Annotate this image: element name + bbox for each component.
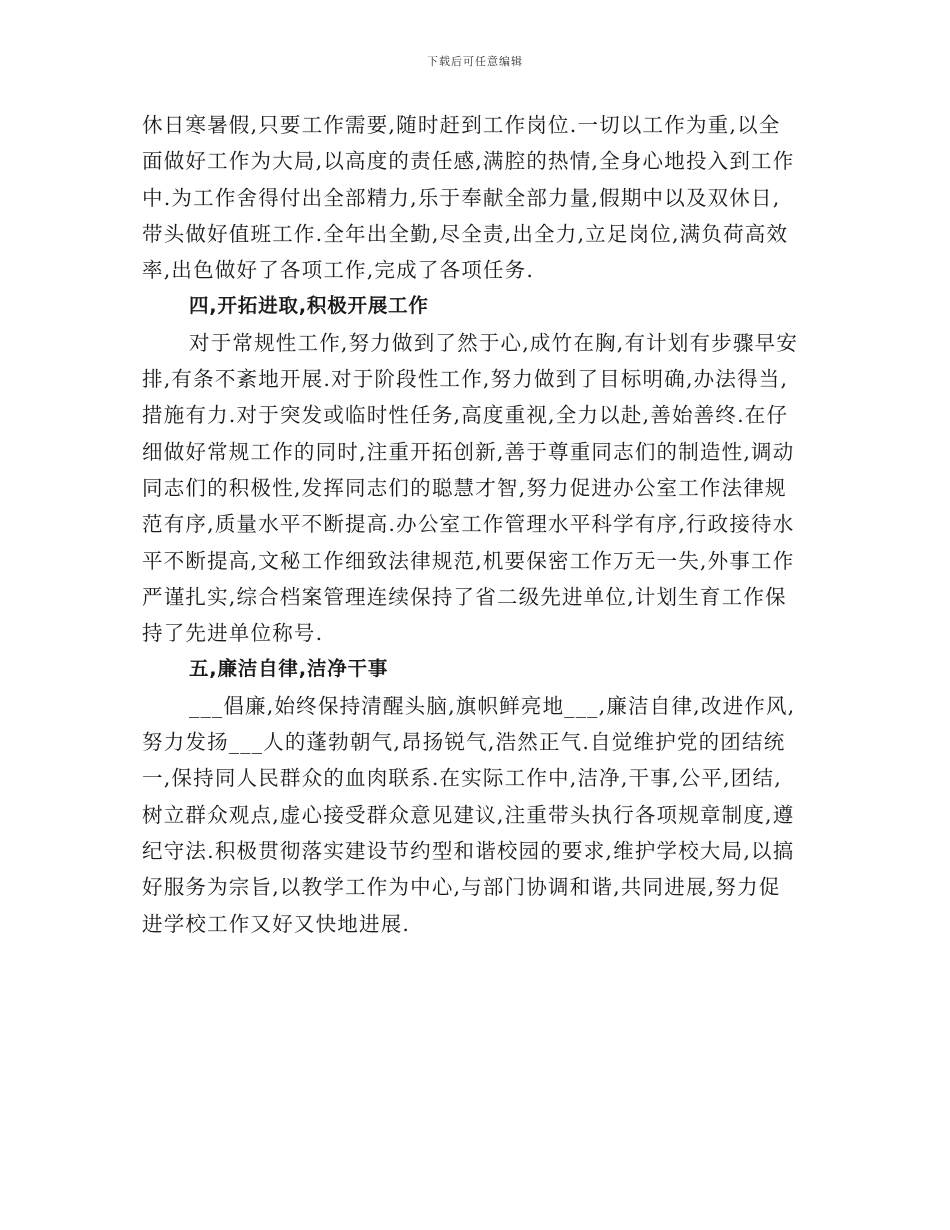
section-heading-4: 四,开拓进取,积极开展工作: [189, 294, 429, 318]
paragraph-line: 对于常规性工作,努力做到了然于心,成竹在胸,有计划有步骤早安: [189, 330, 799, 355]
paragraph-line: 同志们的积极性,发挥同志们的聪慧才智,努力促进办公室工作法律规: [142, 475, 787, 500]
paragraph-line: 好服务为宗旨,以教学工作为中心,与部门协调和谐,共同进展,努力促: [142, 875, 781, 900]
section-heading-5: 五,廉洁自律,洁净干事: [189, 657, 389, 681]
paragraph-line: ___倡廉,始终保持清醒头脑,旗帜鲜亮地___,廉洁自律,改进作风,: [189, 693, 796, 718]
page-header-note: 下载后可任意编辑: [427, 55, 523, 68]
paragraph-line: 面做好工作为大局,以高度的责任感,满腔的热情,全身心地投入到工作: [142, 149, 795, 174]
paragraph-line: 平不断提高,文秘工作细致法律规范,机要保密工作万无一失,外事工作: [142, 548, 795, 573]
paragraph-line: 细做好常规工作的同时,注重开拓创新,善于尊重同志们的制造性,调动: [142, 439, 795, 464]
paragraph-line: 努力发扬___人的蓬勃朝气,昂扬锐气,浩然正气.自觉维护党的团结统: [142, 730, 786, 755]
paragraph-line: 范有序,质量水平不断提高.办公室工作管理水平科学有序,行政接待水: [142, 512, 795, 537]
paragraph-line: 进学校工作又好又快地进展.: [142, 911, 411, 936]
paragraph-line: 带头做好值班工作.全年出全勤,尽全责,出全力,立足岗位,满负荷高效: [142, 221, 789, 246]
paragraph-line: 严谨扎实,综合档案管理连续保持了省二级先进单位,计划生育工作保: [142, 584, 787, 609]
paragraph-line: 树立群众观点,虚心接受群众意见建议,注重带头执行各项规章制度,遵: [142, 802, 795, 827]
paragraph-line: 纪守法.积极贯彻落实建设节约型和谐校园的要求,维护学校大局,以搞: [142, 838, 795, 863]
paragraph-line: 一,保持同人民群众的血肉联系.在实际工作中,洁净,干事,公平,团结,: [142, 766, 782, 791]
paragraph-line: 持了先进单位称号.: [142, 621, 324, 646]
paragraph-line: 率,出色做好了各项工作,完成了各项任务.: [142, 258, 535, 283]
document-body: [142, 107, 810, 942]
paragraph-line: 中.为工作舍得付出全部精力,乐于奉献全部力量,假期中以及双休日,: [142, 185, 781, 210]
paragraph-line: 措施有力.对于突发或临时性任务,高度重视,全力以赴,善始善终.在仔: [142, 403, 789, 428]
paragraph-line: 休日寒暑假,只要工作需要,随时赶到工作岗位.一切以工作为重,以全: [142, 113, 781, 137]
paragraph-line: 排,有条不紊地开展.对于阶段性工作,努力做到了目标明确,办法得当,: [142, 367, 789, 392]
